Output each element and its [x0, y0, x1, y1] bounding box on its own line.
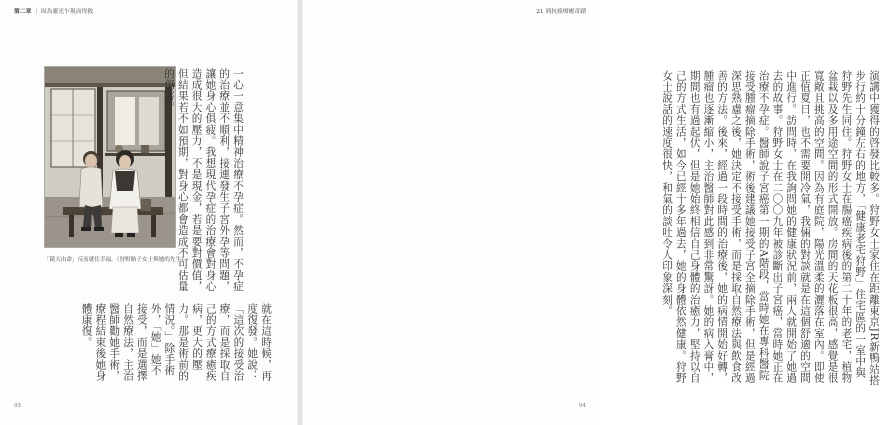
- left-paragraph-top: 一心一意集中精神治療不孕症。然而，不孕症的治療並不順利，接連發生子宮外孕等問題，讓她身心俱疲。我想現代孕症的治療會對身心造成很大的壓力，不是現金，若是要對價值，但結果若不如預期，對身心都會造成不可估量的傷害。: [163, 68, 244, 292]
- page-number-left: 95: [14, 403, 21, 409]
- right-text-block: [630, 70, 880, 388]
- running-head-separator: ｜: [33, 9, 40, 15]
- left-text-block-top: [163, 68, 244, 298]
- left-text-block-bottom: [80, 303, 272, 383]
- running-head-right: 21 到抗癌療癒奇蹟: [536, 9, 586, 15]
- right-paragraph: 演講中獲得的啓發比較多。狩野女士家住在距離東京JR新鴨站搭步行約十分鐘左右的地方，「健康老宅狩野」住宅區的一室中與狩野先生同住。狩野女士在腸癌疾病後的第二十年的老宅，植物盆栽以及多用途空間的形式開放。房間的天花板很高，感覺是很寬敞且挑高的空間。因為有庭院，陽光溫柔的灑落在室內。即使正值夏日，也不需要開冷氣，我倆的對談就是在這個舒適的空間中進行。訪問時，在我詢問她的健康狀況前，兩人就開始了她過去的故事。狩野女士在二〇〇九年被診斷出子宮癌，當時她正在治療不孕症。醫師說子宮癌第一期的A階段，當時她在專科醫院接受腫瘤摘除手術，術後建議她接受子宮全摘除手術，但是經過深思熟慮之後，她決定不接受手術，而是採取自然療法與飲食改善的方法。後來，經過一段時間的治療後，她的病情開始好轉，腫瘤也逐漸縮小，主治醫師對此感到非常驚訝。她的病入膏中，期間也有過起伏，但是她始終相信自己身體的治癒力，堅持以自己的方式生活，如今已經十多年過去，她的身體依然健康。狩野女士說話的速度很快，和氣的談吐令人印象深刻。: [661, 70, 880, 386]
- right-page: [300, 0, 880, 425]
- left-page: [0, 0, 300, 425]
- left-paragraph-bottom: 就在這時候，再度復發。她說：「這次的接受治療，而是採取自己的方式療癒疾病，更大的壓力。那是術前的情況。」除手術外，「她」她不接受，而是選擇自然療法，主治醫師勸她手術，療程結束後她身體康復。: [80, 303, 272, 382]
- chapter-label: 第二章: [14, 9, 32, 15]
- chapter-title: 因為靈光乍現而得救: [40, 9, 94, 15]
- page-number-right: 94: [579, 403, 586, 409]
- running-head-left: [14, 6, 93, 15]
- couple-photo: [44, 66, 176, 248]
- book-gutter: [297, 0, 303, 425]
- photo-caption: 「鏡天由命」反而就住幸福。（狩野路子女士與她的先生）: [44, 257, 187, 263]
